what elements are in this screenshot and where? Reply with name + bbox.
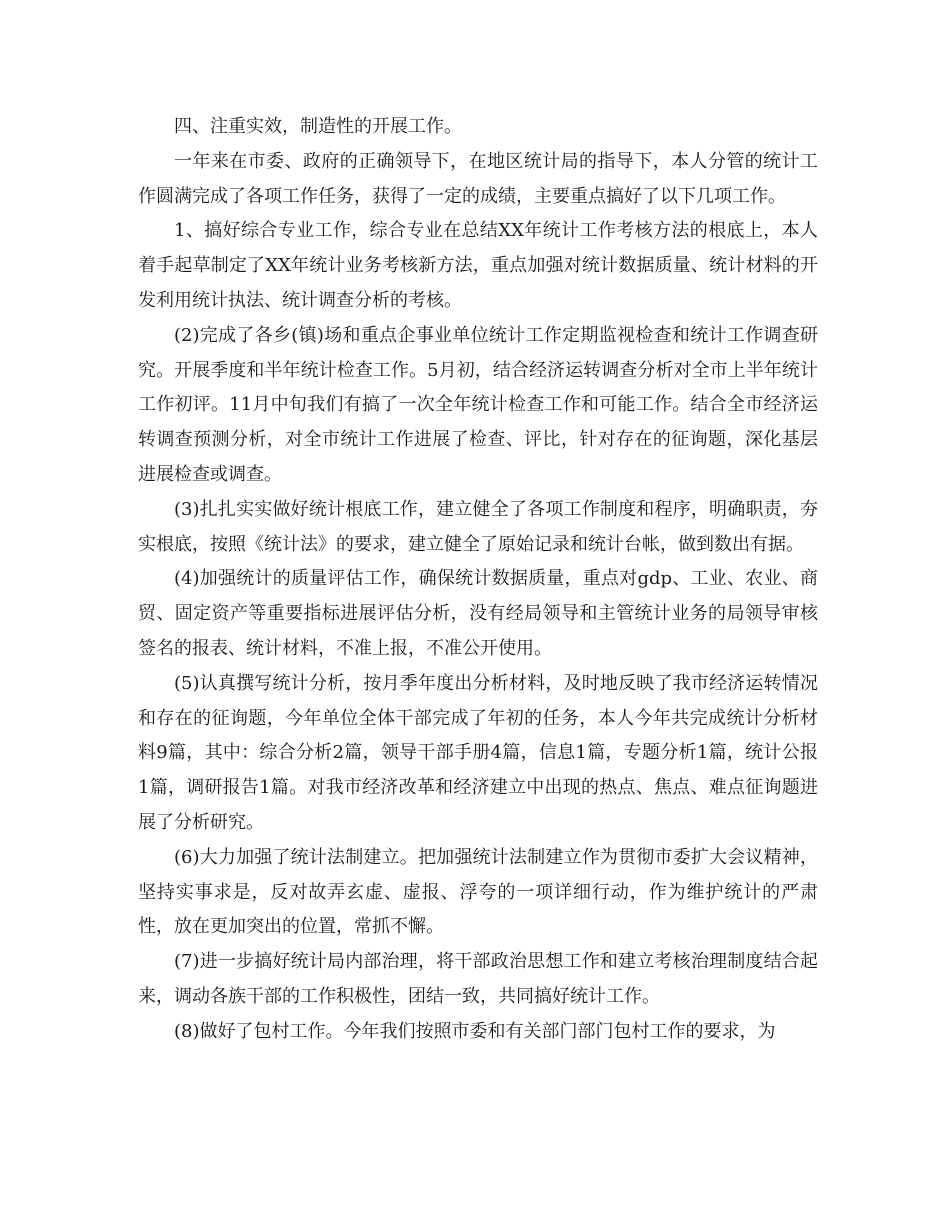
document-body xyxy=(138,110,818,1050)
paragraph-item-4: (4)加强统计的质量评估工作，确保统计数据质量，重点对gdp、工业、农业、商贸、固定资产等重要指标进展评估分析，没有经局领导和主管统计业务的局领导审核签名的报表、统计材料，不准上报，不准公开使用。 xyxy=(138,568,818,659)
paragraph-intro: 一年来在市委、政府的正确领导下，在地区统计局的指导下，本人分管的统计工作圆满完成了各项工作任务，获得了一定的成绩，主要重点搞好了以下几项工作。 xyxy=(138,150,818,207)
paragraph-item-2: (2)完成了各乡(镇)场和重点企事业单位统计工作定期监视检查和统计工作调查研究。开展季度和半年统计检查工作。5月初，结合经济运转调查分析对全市上半年统计工作初评。11月中旬我们有搞了一次全年统计检查工作和可能工作。结合全市经济运转调查预测分析，对全市统计工作进展了检查、评比，针对存在的征询题，深化基层进展检查或调查。 xyxy=(138,324,818,485)
paragraph-item-7: (7)进一步搞好统计局内部治理，将干部政治思想工作和建立考核治理制度结合起来，调动各族干部的工作积极性，团结一致，共同搞好统计工作。 xyxy=(138,951,818,1007)
paragraph-item-3: (3)扎扎实实做好统计根底工作，建立健全了各项工作制度和程序，明确职责，夯实根底，按照《统计法》的要求，建立健全了原始记录和统计台帐，做到数出有据。 xyxy=(138,498,818,555)
paragraph-item-8: (8)做好了包村工作。今年我们按照市委和有关部门部门包村工作的要求，为 xyxy=(174,1020,776,1042)
paragraph-item-5: (5)认真撰写统计分析，按月季年度出分析材料，及时地反映了我市经济运转情况和存在的征询题，今年单位全体干部完成了年初的任务，本人今年共完成统计分析材料9篇，其中：综合分析2篇，领导干部手册4篇，信息1篇，专题分析1篇，统计公报1篇，调研报告1篇。对我市经济改革和经济建立中出现的热点、焦点、难点征询题进展了分析研究。 xyxy=(138,672,818,833)
section-heading: 四、注重实效，制造性的开展工作。 xyxy=(174,116,462,137)
paragraph-item-1: 1、搞好综合专业工作，综合专业在总结XX年统计工作考核方法的根底上，本人着手起草制定了XX年统计业务考核新方法，重点加强对统计数据质量、统计材料的开发利用统计执法、统计调查分析的考核。 xyxy=(138,220,818,311)
paragraph-item-6: (6)大力加强了统计法制建立。把加强统计法制建立作为贯彻市委扩大会议精神，坚持实事求是，反对故弄玄虚、虚报、浮夸的一项详细行动，作为维护统计的严肃性，放在更加突出的位置，常抓不懈。 xyxy=(138,846,818,938)
